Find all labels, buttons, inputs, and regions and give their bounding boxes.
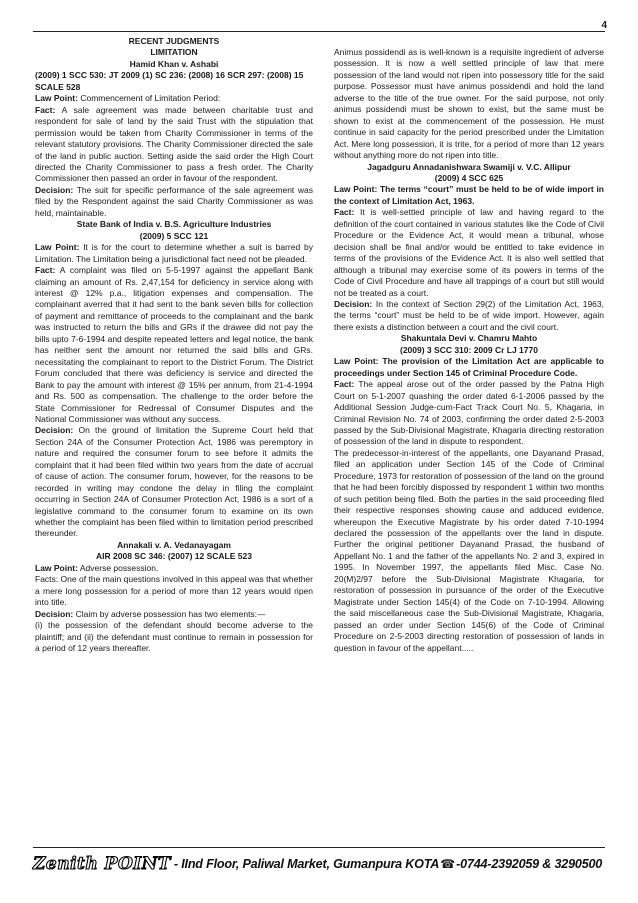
fact-label: Fact: bbox=[334, 379, 355, 390]
fact-text: It is well-settled principle of law and having regard to the definition of the court contained in various statutes like the Code of Civil Procedure or the Evidence Act, it would mean a tribunal, whose decision shall be final and/or would be entitled to take evidence in terms of the provisions of the Evidence Act. It is also well settled that although a tribunal may exercise some of its powers in terms of the Code of Civil Procedure and have all trappings of a court but still would not be treated as a court. bbox=[334, 207, 604, 298]
law-point-label: Law Point: bbox=[35, 562, 78, 573]
fact-paragraph bbox=[334, 207, 604, 299]
case-title: Shakuntala Devi v. Chamru Mahto bbox=[400, 333, 538, 344]
decision-label: Decision: bbox=[35, 425, 74, 436]
fact-paragraph-continued: The predecessor-in-interest of the appellants, one Dayanand Prasad, filed an application under Section 145 of the Code of Criminal Procedure, 1973 for restoration of possession of the land on the ground that he had been forcibly dispossed by respondent 1 within two months of such petition being filed. Both the parties in the said proceeding filed their respective responses showing cause and adduced evidence, whereupon the Executive Magistrate by his order dated 7-10-1994 declared the possession of the appellants over the land in dispute. Further the original petitioner Dayanand Prasad, the husband of Appellant No. 1 and the father of the appellants No. 2 and 3, expired in 1995. In November 1997, the appellants filed Misc. Case No. 20(M)2/97 before the Sub-Divisional Magistrate Khagaria, for restoration of possession in pursuance of the order of the Executive Magistrate under Section 145(4) of the Code on 7-10-1994. Allowing the said miscellaneous case the Sub-Divisional Magistrate, Khagaria, passed an order under Section 145(6) of the Code of Criminal Procedure on 2-5-2003 directing restoration of possession of lands in question in favour of the appellant..... bbox=[334, 447, 604, 653]
law-point-text: Adverse possession. bbox=[77, 562, 159, 573]
right-column bbox=[334, 47, 604, 859]
fact-text: The appeal arose out of the order passed by the Patna High Court on 5-1-2007 quashing the order dated 6-1-2006 passed by the Additional Session Judge-cum-Fact Track Court No. 5, Khagaria, in Criminal Revision No. 74 of 2003, confirming the order dated 2-5-2003 passed by the Sub-Divisional Magistrate, Khagaria directing restoration of possession of the land in dispute to respondent. bbox=[334, 379, 604, 447]
footer-phone: -0744-2392059 & 3290500 bbox=[456, 857, 603, 871]
zenith-point-logo: Zenith POINT bbox=[33, 854, 171, 874]
fact-label: Fact: bbox=[35, 104, 56, 115]
decision-paragraph bbox=[35, 609, 313, 620]
law-point: Law Point: The provision of the Limitation Act are applicable to proceedings under Section 145 of Criminal Procedure Code. bbox=[334, 356, 604, 378]
section-subheading: LIMITATION bbox=[150, 47, 198, 58]
phone-icon: ☎ bbox=[440, 857, 456, 871]
case-title: Hamid Khan v. Ashabi bbox=[129, 58, 219, 69]
decision-points: (i) the possession of the defendant should become adverse to the plaintiff; and (ii) the defendant must continue to remain in possession for a period of 12 years thereafter. bbox=[35, 620, 313, 654]
case-title: State Bank of India v. B.S. Agriculture Industries bbox=[76, 219, 272, 230]
left-column bbox=[35, 36, 313, 848]
case-citation: (2009) 3 SCC 310: 2009 Cr LJ 1770 bbox=[400, 344, 538, 355]
decision-label: Decision: bbox=[35, 184, 74, 195]
fact-text: A complaint was filed on 5-5-1997 against the appellant Bank claiming an amount of Rs. 2,47,154 for deficiency in service along with interest @ 12% p.a., litigation expenses and compensation. The complainant averred that it had sent to the bank seven bills for collection of payment and remittance of proceeds to the complainant and the bank was instructed to return the bills and GRs if the drawee did not pay the bills upto 7-6-1994 and despite repeated letters and legal notice, the bank has neither sent the amount nor returned the said bills and GRs. necessitating the complainant to report to the District Forum. The District Forum concluded that there was deficiency is service and directed the Bank to pay the amount with interest @ 15% per annum, from 21-4-1994 and Rs. 500 as compensation. The challenge to the order before the State Commissioner for Redressal of Consumer Disputes and the National Commissioner was without any success. bbox=[35, 265, 313, 424]
section-heading: RECENT JUDGMENTS bbox=[128, 36, 220, 46]
law-point bbox=[35, 563, 313, 574]
fact-label: Fact: bbox=[334, 207, 355, 218]
case-citation: AIR 2008 SC 346: (2007) 12 SCALE 523 bbox=[96, 551, 252, 562]
decision-text: The suit for specific performance of the sale agreement was filed by the Respondent against the said Charity Commissioner as was held, maintainable. bbox=[35, 184, 313, 218]
law-point bbox=[35, 242, 313, 265]
case-title: Annakali v. A. Vedanayagam bbox=[117, 539, 231, 550]
fact-paragraph bbox=[35, 105, 313, 185]
case-citation: (2009) 1 SCC 530: JT 2009 (1) SC 236: (2008) 16 SCR 297: (2008) 15 SCALE 528 bbox=[35, 70, 304, 92]
page-number: 4 bbox=[601, 20, 607, 31]
fact-paragraph bbox=[334, 379, 604, 448]
decision-text: In the context of Section 29(2) of the Limitation Act, 1963, the terms “court” must be held to be of wide import. However, again there exists a distinction between a court and the civil court. bbox=[334, 298, 604, 332]
fact-label: Fact: bbox=[35, 265, 56, 276]
law-point-text: It is for the court to determine whether a suit is barred by Limitation. The Limitation being a jurisdictional fact need not be pleaded. bbox=[35, 242, 313, 264]
facts-paragraph: Facts: One of the main questions involved in this appeal was that whether a mere long possession for a period of more than 12 years would ripen into title. bbox=[35, 574, 313, 608]
decision-paragraph bbox=[334, 299, 604, 333]
decision-text: Claim by adverse possession has two elements:— bbox=[73, 608, 266, 619]
case-title: Jagadguru Annadanishwara Swamiji v. V.C. Allipur bbox=[367, 161, 571, 172]
fact-paragraph bbox=[35, 265, 313, 425]
footer-banner bbox=[33, 852, 605, 876]
law-point: Law Point: The terms “court” must be held to be of wide import in the context of Limitation Act, 1963. bbox=[334, 184, 604, 206]
decision-text: On the ground of limitation the Supreme Court held that Section 24A of the Consumer Protection Act, 1986 was peremptory in nature and required the consumer forum to see before it admits the complaint that it had been filed within two years from the date of accrual of cause of action. The consumer forum, however, for the reasons to be recorded in writing may condone the delay in filing the complaint occurring in Section 24A of Consumer Protection Act, 1986 is a sort of a legislative command to the consumer forum to examine on its own whether the complaint has been filed within to limitation period prescribed thereunder. bbox=[35, 425, 313, 539]
continuation-paragraph: Animus possidendi as is well-known is a requisite ingredient of adverse possession. It is now a well settled principle of law that mere possession of the land would not ripen into possessory title for the said purpose. Possessor must have animus possidendi and hold the land adverse to the title of the true owner. For the said purpose, not only animus possidendi must be shown to exist, but the same must be shown to exist at the commencement of the possession. He must continue in said capacity for the period prescribed under the Limitation Act. Mere long possession, it is trite, for a period of more than 12 years without anything more do not ripen into title. bbox=[334, 47, 604, 161]
footer-address: - IInd Floor, Paliwal Market, Gumanpura KOTA bbox=[173, 857, 440, 871]
case-citation: (2009) 4 SCC 625 bbox=[434, 172, 504, 183]
law-point-text: Commencement of Limitation Period: bbox=[77, 93, 221, 104]
decision-label: Decision: bbox=[35, 608, 74, 619]
case-citation: (2009) 5 SCC 121 bbox=[139, 230, 209, 241]
decision-label: Decision: bbox=[334, 298, 373, 309]
decision-paragraph bbox=[35, 425, 313, 540]
decision-paragraph bbox=[35, 185, 313, 219]
law-point-label: Law Point: bbox=[35, 242, 80, 253]
law-point-label: Law Point: bbox=[35, 93, 78, 104]
fact-text: A sale agreement was made between charitable trust and respondent for sale of land by the said Trust with the stipulation that permission would be taken from Charity Commissioner in terms of the relevant statutory provisions. The Charity Commissioner directed the sale of the land in public auction. Setting aside the said order the High Court directed the Charity Commissioner to pass a fresh order. The Charity Commissioner then passed an order in favour of the respondent. bbox=[35, 104, 313, 184]
law-point bbox=[35, 93, 313, 104]
